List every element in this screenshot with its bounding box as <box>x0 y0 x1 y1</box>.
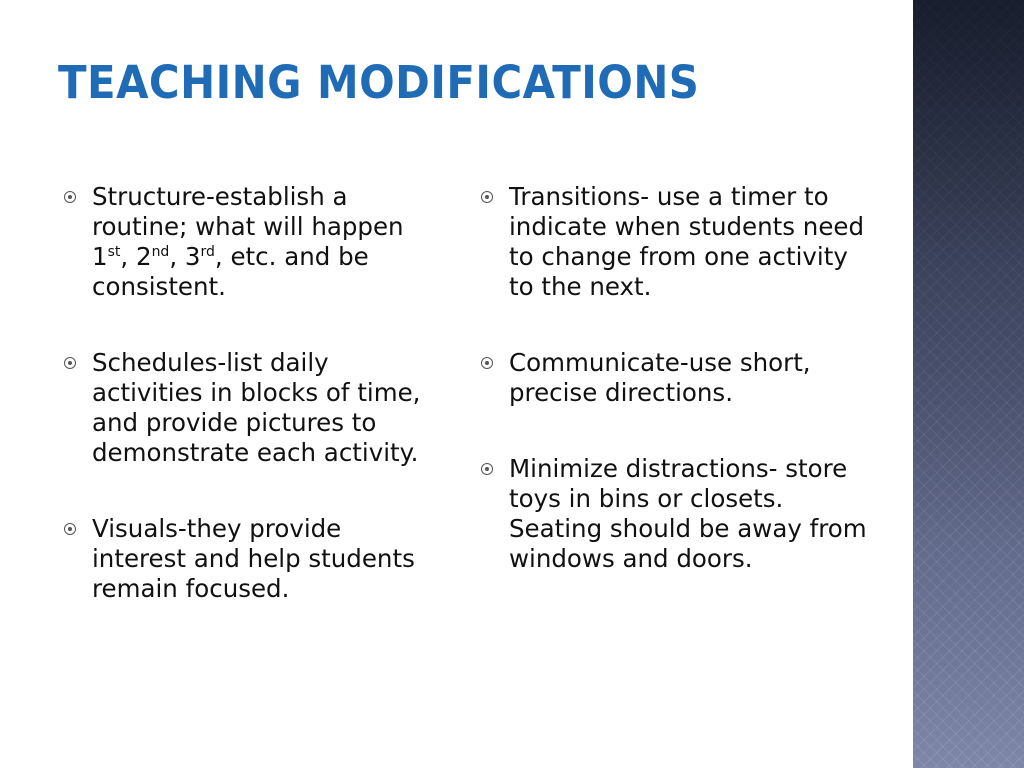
left-bullet-list <box>62 182 442 650</box>
bullet-icon <box>64 357 76 369</box>
bullet-icon <box>64 191 76 203</box>
bullet-icon <box>64 523 76 535</box>
slide-title: TEACHING MODIFICATIONS <box>58 56 700 109</box>
bullet-item-transitions: Transitions- use a timer to indicate when students need to change from one activity to the next. <box>479 182 869 302</box>
right-bullet-list <box>479 182 869 620</box>
bullet-icon <box>481 191 493 203</box>
bullet-icon <box>481 357 493 369</box>
bullet-item-structure: Structure-establish a routine; what will happen 1st, 2nd, 3rd, etc. and be consistent. <box>62 182 442 302</box>
decorative-side-band <box>913 0 1024 768</box>
bullet-item-visuals: Visuals-they provide interest and help students remain focused. <box>62 514 442 604</box>
bullet-item-communicate: Communicate-use short, precise directions. <box>479 348 869 408</box>
bullet-item-minimize-distractions: Minimize distractions- store toys in bins or closets. Seating should be away from windows and doors. <box>479 454 869 574</box>
bullet-item-schedules: Schedules-list daily activities in blocks of time, and provide pictures to demonstrate each activity. <box>62 348 442 468</box>
bullet-icon <box>481 463 493 475</box>
